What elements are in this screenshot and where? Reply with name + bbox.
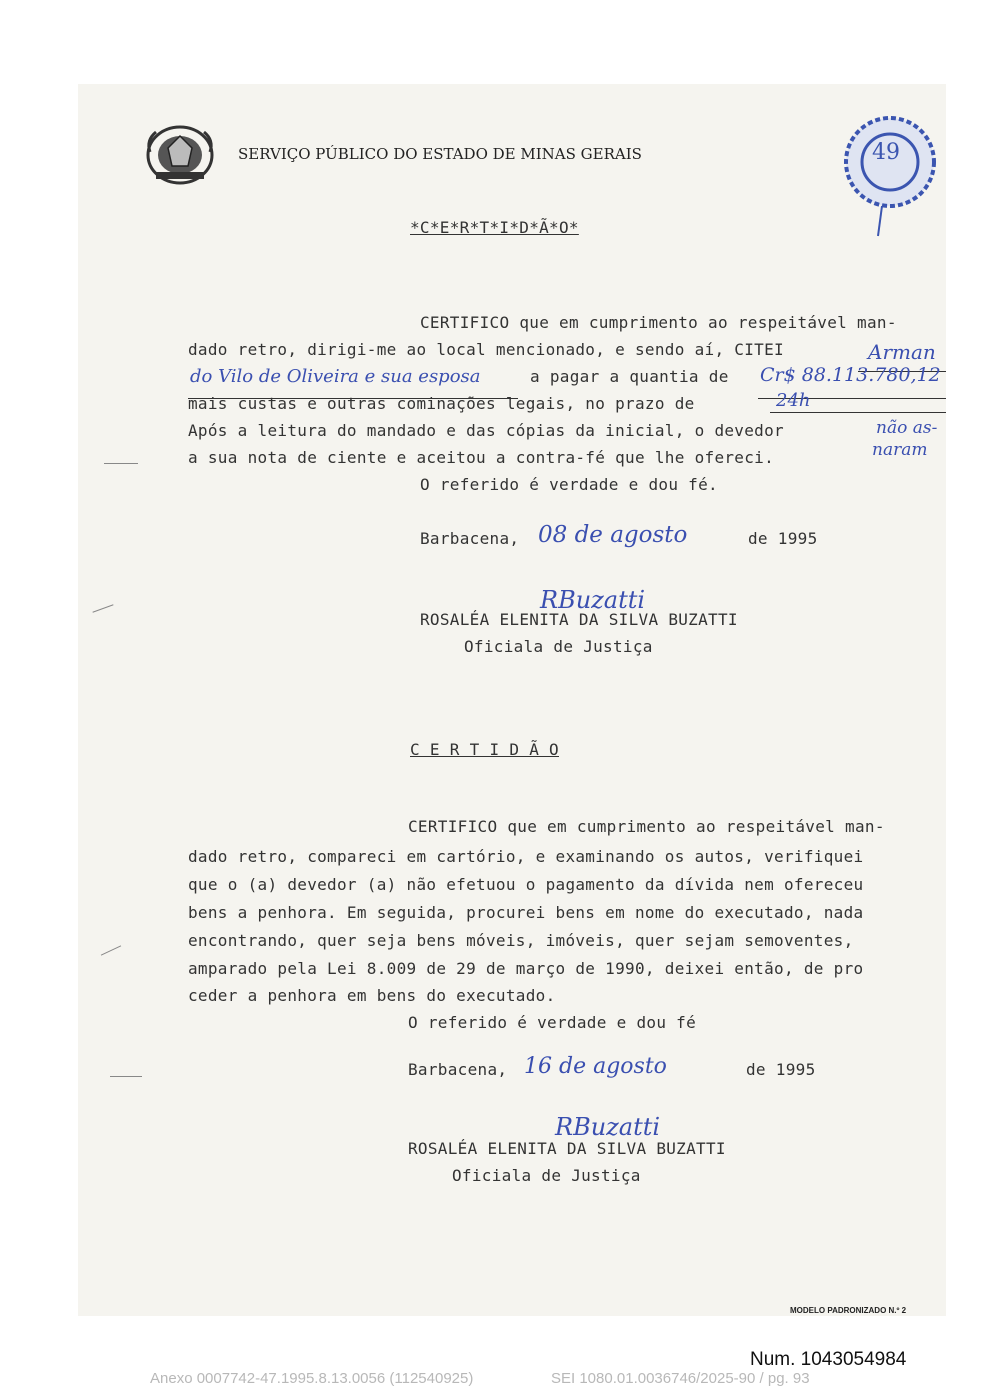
certidao-2-line-2: dado retro, compareci em cartório, e examinando os autos, verifiquei	[188, 847, 864, 866]
margin-mark	[104, 463, 138, 464]
coat-of-arms-icon	[142, 122, 218, 188]
certidao-2-line-1: CERTIFICO que em cumprimento ao respeitável man-	[408, 817, 885, 836]
certidao-2-line-4: bens a penhora. Em seguida, procurei bens em nome do executado, nada	[188, 903, 864, 922]
handwritten-note-1: não as-	[876, 418, 938, 438]
certidao-2-line-5: encontrando, quer seja bens móveis, imóveis, quer sejam semoventes,	[188, 931, 854, 950]
certidao-1-officer-name: ROSALÉA ELENITA DA SILVA BUZATTI	[420, 610, 738, 629]
document-number: Num. 1043054984	[750, 1349, 907, 1370]
handwritten-term: 24h	[776, 390, 811, 411]
certidao-1-year: de 1995	[748, 529, 818, 548]
institution-header: SERVIÇO PÚBLICO DO ESTADO DE MINAS GERAIS	[238, 145, 642, 163]
form-model-label: MODELO PADRONIZADO N.º 2	[790, 1306, 907, 1315]
certidao-2-officer-name: ROSALÉA ELENITA DA SILVA BUZATTI	[408, 1139, 726, 1158]
certidao-2-line-7: ceder a penhora em bens do executado.	[188, 986, 556, 1005]
certidao-2-signature: RBuzatti	[555, 1113, 661, 1141]
certidao-1-place: Barbacena,	[420, 529, 520, 548]
certidao-2-title: C E R T I D Ã O	[410, 740, 559, 759]
certidao-2-date: 16 de agosto	[524, 1054, 667, 1079]
certidao-1-line-5: Após a leitura do mandado e das cópias da inicial, o devedor	[188, 421, 784, 440]
footer-sei: SEI 1080.01.0036746/2025-90 / pg. 93	[551, 1370, 810, 1387]
certidao-1-line-1: CERTIFICO que em cumprimento ao respeitável man-	[420, 313, 897, 332]
certidao-2-line-6: amparado pela Lei 8.009 de 29 de março de 1990, deixei então, de pro	[188, 959, 864, 978]
certidao-1-officer-title: Oficiala de Justiça	[464, 637, 653, 656]
certidao-1-signature: RBuzatti	[540, 586, 646, 614]
stamp-number: 49	[872, 140, 900, 165]
certidao-2-officer-title: Oficiala de Justiça	[452, 1166, 641, 1185]
certidao-1-line-2: dado retro, dirigi-me ao local mencionado, e sendo aí, CITEI	[188, 340, 784, 359]
certidao-2-line-3: que o (a) devedor (a) não efetuou o pagamento da dívida nem ofereceu	[188, 875, 864, 894]
handwritten-note-2: naram	[872, 440, 928, 460]
certidao-2-line-8: O referido é verdade e dou fé	[408, 1013, 697, 1032]
certidao-1-line-3: a pagar a quantia de	[530, 367, 729, 386]
certidao-1-date: 08 de agosto	[538, 522, 688, 548]
certidao-2-place: Barbacena,	[408, 1060, 508, 1079]
document-sheet	[78, 84, 946, 1316]
footer-anexo: Anexo 0007742-47.1995.8.13.0056 (112540925)	[150, 1370, 474, 1387]
certidao-2-year: de 1995	[746, 1060, 816, 1079]
certidao-1-title: *C*E*R*T*I*D*Ã*O*	[410, 218, 579, 237]
handwritten-name-1: Arman	[868, 340, 936, 364]
margin-mark	[110, 1076, 142, 1077]
handwritten-amount: Cr$ 88.113.780,12	[760, 364, 941, 386]
certidao-1-line-6: a sua nota de ciente e aceitou a contra-fé que lhe ofereci.	[188, 448, 775, 467]
fill-line-term	[770, 412, 946, 413]
certidao-1-line-4: mais custas e outras cominações legais, no prazo de	[188, 394, 695, 413]
handwritten-name-2: do Vilo de Oliveira e sua esposa	[190, 366, 481, 387]
certidao-1-line-7: O referido é verdade e dou fé.	[420, 475, 718, 494]
official-stamp	[842, 110, 940, 238]
